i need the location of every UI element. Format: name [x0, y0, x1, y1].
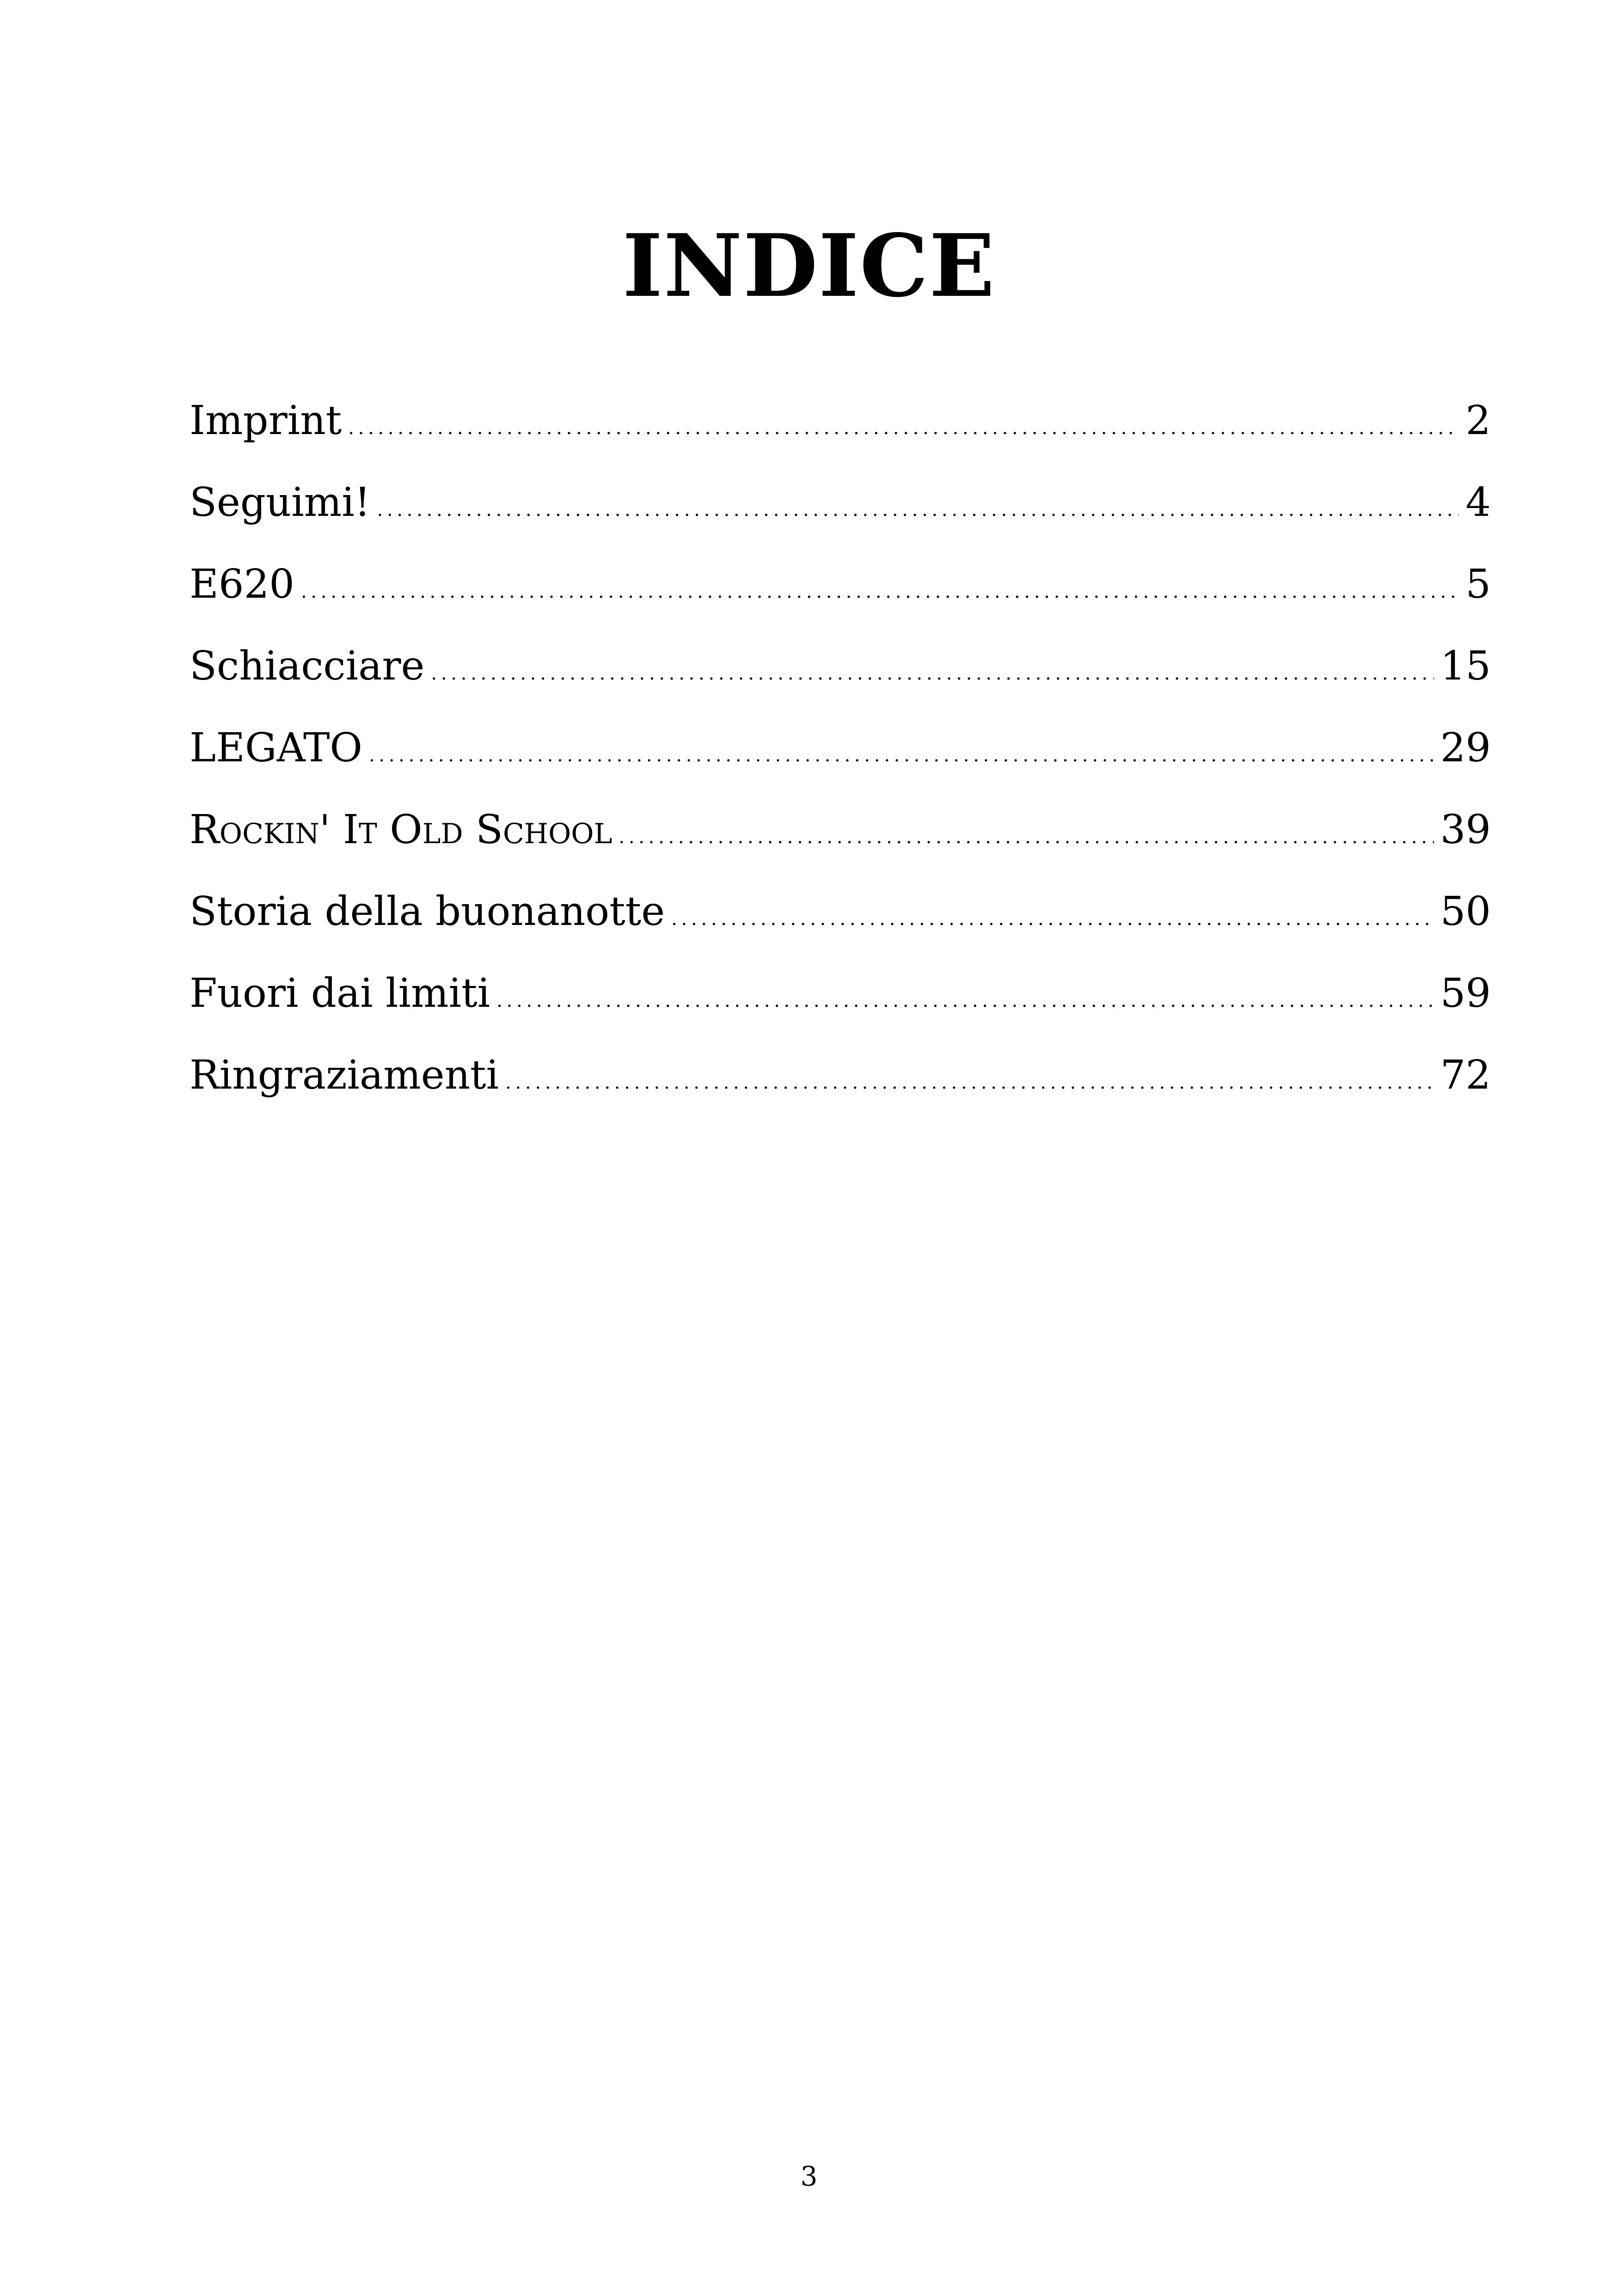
toc-dot-leader: [496, 960, 1434, 1042]
toc-entry-rockin-it-old-school[interactable]: [190, 789, 1491, 871]
toc-dot-leader: [431, 633, 1434, 715]
toc-entry-e620[interactable]: [190, 544, 1491, 625]
page-title: INDICE: [622, 214, 996, 316]
toc-dot-leader: [301, 551, 1459, 633]
toc-entry-label: Storia della buonanotte: [190, 888, 665, 935]
toc-entry-storia-della-buonanotte[interactable]: [190, 871, 1491, 953]
toc-entry-fuori-dai-limiti[interactable]: [190, 953, 1491, 1035]
table-of-contents: [190, 380, 1491, 1116]
toc-entry-page: 15: [1440, 643, 1491, 689]
toc-entry-ringraziamenti[interactable]: [190, 1035, 1491, 1116]
toc-entry-page: 59: [1440, 970, 1491, 1016]
toc-entry-page: 72: [1440, 1052, 1491, 1098]
toc-dot-leader: [671, 878, 1434, 960]
toc-entry-label: Ringraziamenti: [190, 1052, 499, 1098]
toc-entry-seguimi[interactable]: [190, 462, 1491, 544]
toc-entry-label: Seguimi!: [190, 479, 371, 526]
toc-entry-label: Imprint: [190, 398, 342, 444]
toc-entry-page: 50: [1440, 888, 1491, 935]
toc-entry-legato[interactable]: [190, 707, 1491, 789]
toc-entry-imprint[interactable]: [190, 380, 1491, 462]
toc-entry-label: Fuori dai limiti: [190, 970, 490, 1016]
toc-dot-leader: [348, 387, 1459, 469]
toc-entry-schiacciare[interactable]: [190, 625, 1491, 707]
toc-entry-label: LEGATO: [190, 725, 362, 771]
toc-entry-page: 39: [1440, 807, 1491, 853]
toc-entry-page: 29: [1440, 725, 1491, 771]
toc-entry-page: 4: [1465, 479, 1491, 526]
toc-dot-leader: [377, 469, 1459, 551]
toc-entry-label: Schiacciare: [190, 643, 425, 689]
toc-entry-page: 2: [1465, 398, 1491, 444]
toc-dot-leader: [369, 715, 1434, 796]
page-number: 3: [800, 2161, 818, 2192]
toc-entry-label: Rockin' It Old School: [190, 807, 613, 853]
toc-entry-label: E620: [190, 561, 294, 607]
toc-dot-leader: [505, 1042, 1434, 1124]
toc-dot-leader: [619, 796, 1434, 878]
toc-entry-page: 5: [1465, 561, 1491, 607]
